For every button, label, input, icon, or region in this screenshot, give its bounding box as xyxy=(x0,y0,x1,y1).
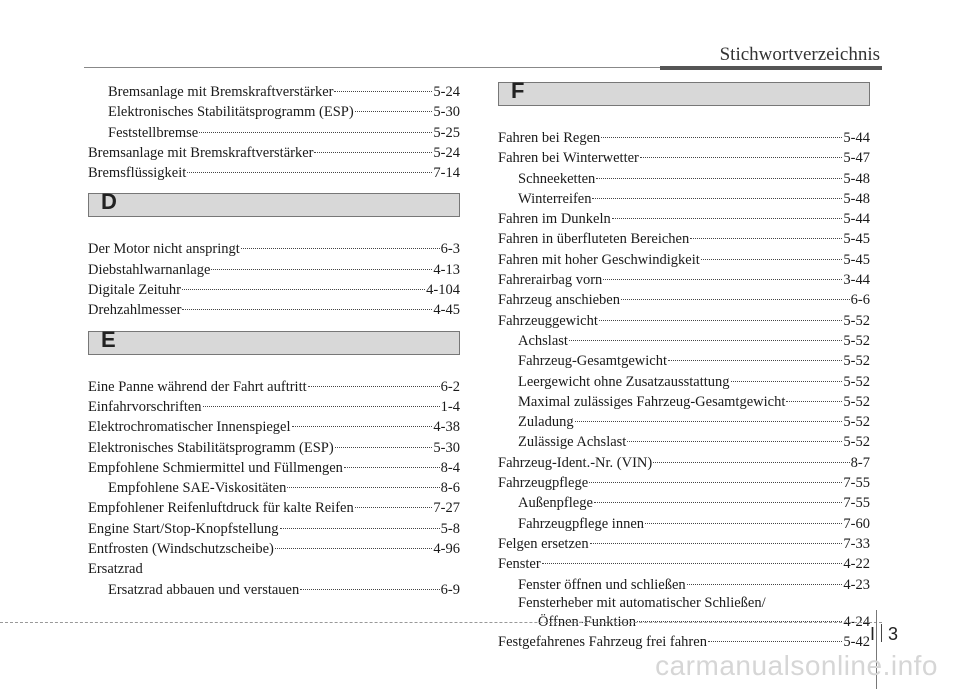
entry-text: Ersatzrad abbauen und verstauen xyxy=(108,581,300,598)
left-column xyxy=(88,82,460,600)
page-number xyxy=(870,624,898,645)
entry-text: Fenster öffnen und schließen xyxy=(518,576,686,593)
right-column xyxy=(498,78,870,652)
entry-page-ref: 5-52 xyxy=(843,414,870,431)
index-entry xyxy=(498,189,870,209)
dot-leader xyxy=(640,157,843,158)
index-entry xyxy=(498,169,870,189)
entry-page-ref: 1-4 xyxy=(440,398,460,415)
entry-page-ref: 3-44 xyxy=(843,272,870,289)
dot-leader xyxy=(590,543,843,544)
header-accent-bar xyxy=(660,66,882,70)
entry-text: Fahrzeug anschieben xyxy=(498,292,620,309)
index-entry xyxy=(498,473,870,493)
dot-leader xyxy=(668,360,842,361)
dot-leader xyxy=(542,563,843,564)
dot-leader xyxy=(687,584,843,585)
dot-leader xyxy=(569,340,842,341)
entry-page-ref: 5-44 xyxy=(843,130,870,146)
dot-leader xyxy=(335,447,433,448)
entry-text: Maximal zulässiges Fahrzeug-Gesamtgewicht xyxy=(518,393,786,410)
index-entry xyxy=(88,397,460,417)
dot-leader xyxy=(592,198,842,199)
entry-page-ref: 5-25 xyxy=(433,124,460,141)
footer-dashed-rule xyxy=(0,622,882,623)
entry-text: Bremsanlage mit Bremskraftverstärker xyxy=(108,84,334,100)
index-entry xyxy=(88,580,460,600)
section-letter: F xyxy=(511,78,525,103)
index-entry xyxy=(88,102,460,122)
entry-page-ref: 7-55 xyxy=(843,495,870,512)
dot-leader xyxy=(334,91,432,92)
index-entry xyxy=(498,351,870,371)
dot-leader xyxy=(280,528,440,529)
dot-leader xyxy=(645,523,842,524)
entry-page-ref: 5-8 xyxy=(440,520,460,537)
index-entry xyxy=(498,148,870,168)
watermark: carmanualsonline.info xyxy=(655,650,938,681)
entry-page-ref: 8-7 xyxy=(850,454,870,471)
entry-page-ref: 4-24 xyxy=(843,613,870,630)
entry-text: Digitale Zeituhr xyxy=(88,282,182,299)
index-entry xyxy=(88,498,460,518)
entry-page-ref: 5-24 xyxy=(433,84,460,100)
dot-leader xyxy=(599,320,843,321)
index-entry xyxy=(498,311,870,331)
entry-page-ref: 4-22 xyxy=(843,556,870,573)
entry-text: Einfahrvorschriften xyxy=(88,398,202,415)
entry-page-ref: 4-13 xyxy=(433,261,460,278)
index-entry xyxy=(498,250,870,270)
entry-page-ref: 5-48 xyxy=(843,190,870,207)
entry-page-ref: 6-2 xyxy=(440,378,460,395)
entry-text: Feststellbremse xyxy=(108,124,199,141)
entry-text: Fahren bei Winterwetter xyxy=(498,150,639,167)
entry-text: Empfohlener Reifenluftdruck für kalte Reifen xyxy=(88,500,354,517)
dot-leader xyxy=(653,462,849,463)
index-entry xyxy=(88,300,460,320)
dot-leader xyxy=(621,299,850,300)
entry-text: Zuladung xyxy=(518,414,574,431)
entry-page-ref: 7-14 xyxy=(433,165,460,182)
dot-leader xyxy=(344,467,440,468)
entry-text: Fahren in überfluteten Bereichen xyxy=(498,231,690,248)
dot-leader xyxy=(275,548,433,549)
dot-leader xyxy=(182,289,425,290)
dot-leader xyxy=(612,218,843,219)
index-entry xyxy=(498,372,870,392)
section-d-entries xyxy=(88,239,460,320)
index-entry xyxy=(88,438,460,458)
index-entry xyxy=(498,575,870,595)
dot-leader xyxy=(731,381,843,382)
dot-leader xyxy=(708,641,842,642)
entry-text: Engine Start/Stop-Knopfstellung xyxy=(88,520,279,537)
entry-page-ref: 5-52 xyxy=(843,353,870,370)
entry-text: Zulässige Achslast xyxy=(518,434,627,451)
index-entry xyxy=(88,143,460,163)
entry-text: Fahrzeuggewicht xyxy=(498,312,598,329)
entry-text: Drehzahlmesser xyxy=(88,302,182,319)
section-e-entries xyxy=(88,377,460,560)
entry-text: Leergewicht ohne Zusatzausstattung xyxy=(518,373,730,390)
dot-leader xyxy=(187,172,432,173)
entry-page-ref: 5-45 xyxy=(843,251,870,268)
entry-text: Bremsanlage mit Bremskraftverstärker xyxy=(88,144,314,161)
entry-page-ref: 8-6 xyxy=(440,480,460,497)
entry-page-ref: 5-30 xyxy=(433,104,460,121)
dot-leader xyxy=(314,152,432,153)
index-entry xyxy=(88,82,460,102)
index-entry-fensterheber: Fensterheber mit automatischer Schließen/ xyxy=(518,594,766,611)
index-entry xyxy=(498,493,870,513)
entry-text: Felgen ersetzen xyxy=(498,535,589,552)
entry-text: Eine Panne während der Fahrt auftritt xyxy=(88,378,307,395)
dot-leader xyxy=(690,238,842,239)
index-entry xyxy=(88,260,460,280)
dot-leader xyxy=(241,248,440,249)
entry-page-ref: 4-38 xyxy=(433,419,460,436)
section-letter: D xyxy=(101,189,117,215)
entry-text: Winterreifen xyxy=(518,190,592,207)
entry-text: Elektrochromatischer Innenspiegel xyxy=(88,419,291,436)
entry-page-ref: 5-47 xyxy=(843,150,870,167)
dot-leader xyxy=(199,132,432,133)
entry-text: Öffnen-Funktion xyxy=(538,613,637,630)
entry-page-ref: 5-52 xyxy=(843,434,870,451)
index-entry xyxy=(498,331,870,351)
index-entry xyxy=(88,478,460,498)
entry-text: Fahren mit hoher Geschwindigkeit xyxy=(498,251,700,268)
entry-text: Fahrzeug-Gesamtgewicht xyxy=(518,353,667,370)
index-entry xyxy=(88,417,460,437)
dot-leader xyxy=(701,259,843,260)
entry-page-ref: 5-24 xyxy=(433,144,460,161)
entry-page-ref: 6-3 xyxy=(440,241,460,258)
entry-page-ref: 4-104 xyxy=(426,282,460,299)
entry-text: Fahrerairbag vorn xyxy=(498,272,603,289)
entry-page-ref: 5-30 xyxy=(433,439,460,456)
dot-leader xyxy=(182,309,432,310)
entry-page-ref: 6-9 xyxy=(440,581,460,598)
entry-text: Diebstahlwarnanlage xyxy=(88,261,211,278)
entry-page-ref: 5-42 xyxy=(843,634,870,651)
section-letter: E xyxy=(101,326,116,352)
entry-text: Fahren im Dunkeln xyxy=(498,211,611,228)
entry-text: Fahren bei Regen xyxy=(498,130,601,146)
entry-text: Empfohlene SAE-Viskositäten xyxy=(108,480,287,497)
entry-page-ref: 4-23 xyxy=(843,576,870,593)
dot-leader xyxy=(575,421,843,422)
section-header-d xyxy=(88,189,460,217)
entry-text: Außenpflege xyxy=(518,495,593,512)
index-entry xyxy=(498,432,870,452)
entry-page-ref: 7-55 xyxy=(843,475,870,492)
index-entry xyxy=(88,377,460,397)
entry-text: Entfrosten (Windschutzscheibe) xyxy=(88,541,274,558)
index-entry xyxy=(88,239,460,259)
dot-leader xyxy=(203,406,440,407)
index-entry xyxy=(498,270,870,290)
section-header-e xyxy=(88,326,460,355)
entry-page-ref: 7-33 xyxy=(843,535,870,552)
entry-page-ref: 5-52 xyxy=(843,373,870,390)
ersatzrad-subentries xyxy=(88,580,460,600)
entry-page-ref: 7-60 xyxy=(843,515,870,532)
index-entry xyxy=(88,539,460,559)
index-entry xyxy=(498,290,870,310)
entry-page-ref: 4-96 xyxy=(433,541,460,558)
dot-leader xyxy=(211,269,432,270)
dot-leader xyxy=(300,589,439,590)
section-f-entries xyxy=(498,128,870,595)
index-entry xyxy=(498,514,870,534)
entry-text: Achslast xyxy=(518,332,568,349)
entry-page-ref: 7-27 xyxy=(433,500,460,517)
continued-entries xyxy=(88,82,460,183)
index-entry xyxy=(88,163,460,183)
index-entry xyxy=(498,554,870,574)
dot-leader xyxy=(786,401,842,402)
index-entry xyxy=(498,128,870,148)
entry-page-ref: 5-52 xyxy=(843,332,870,349)
index-entry xyxy=(498,412,870,432)
dot-leader xyxy=(589,482,842,483)
section-indicator: I xyxy=(869,624,875,644)
section-header-f xyxy=(498,78,870,106)
dot-leader xyxy=(355,507,433,508)
entry-text: Fahrzeug-Ident.-Nr. (VIN) xyxy=(498,454,653,471)
index-entry xyxy=(498,392,870,412)
index-entry xyxy=(498,453,870,473)
entry-text: Schneeketten xyxy=(518,170,596,187)
dot-leader xyxy=(594,502,843,503)
dot-leader xyxy=(627,441,842,442)
entry-text: Der Motor nicht anspringt xyxy=(88,241,240,258)
index-entry xyxy=(498,209,870,229)
index-entry-ersatzrad: Ersatzrad xyxy=(88,561,143,578)
dot-leader xyxy=(601,137,842,138)
page-number-value: 3 xyxy=(887,624,898,644)
entry-page-ref: 5-52 xyxy=(843,393,870,410)
page-header-title: Stichwortverzeichnis xyxy=(719,44,880,65)
dot-leader xyxy=(292,426,433,427)
entry-text: Fahrzeugpflege xyxy=(498,475,589,492)
index-entry xyxy=(88,123,460,143)
index-entry xyxy=(498,229,870,249)
entry-text: Fahrzeugpflege innen xyxy=(518,515,645,532)
entry-text: Bremsflüssigkeit xyxy=(88,165,187,182)
dot-leader xyxy=(596,178,842,179)
dot-leader xyxy=(603,279,842,280)
entry-text: Elektronisches Stabilitätsprogramm (ESP) xyxy=(88,439,334,456)
entry-text: Elektronisches Stabilitätsprogramm (ESP) xyxy=(108,104,354,121)
dot-leader xyxy=(308,386,440,387)
dot-leader xyxy=(287,487,439,488)
entry-page-ref: 5-52 xyxy=(843,312,870,329)
entry-page-ref: 8-4 xyxy=(440,459,460,476)
index-entry xyxy=(88,519,460,539)
index-entry xyxy=(498,534,870,554)
entry-text: Fenster xyxy=(498,556,541,573)
index-entry xyxy=(88,280,460,300)
entry-page-ref: 4-45 xyxy=(433,302,460,319)
entry-text: Empfohlene Schmiermittel und Füllmengen xyxy=(88,459,343,476)
entry-page-ref: 5-48 xyxy=(843,170,870,187)
entry-page-ref: 5-45 xyxy=(843,231,870,248)
dot-leader xyxy=(355,111,433,112)
entry-text: Festgefahrenes Fahrzeug frei fahren xyxy=(498,634,707,651)
entry-page-ref: 6-6 xyxy=(850,292,870,309)
index-entry xyxy=(88,458,460,478)
entry-page-ref: 5-44 xyxy=(843,211,870,228)
